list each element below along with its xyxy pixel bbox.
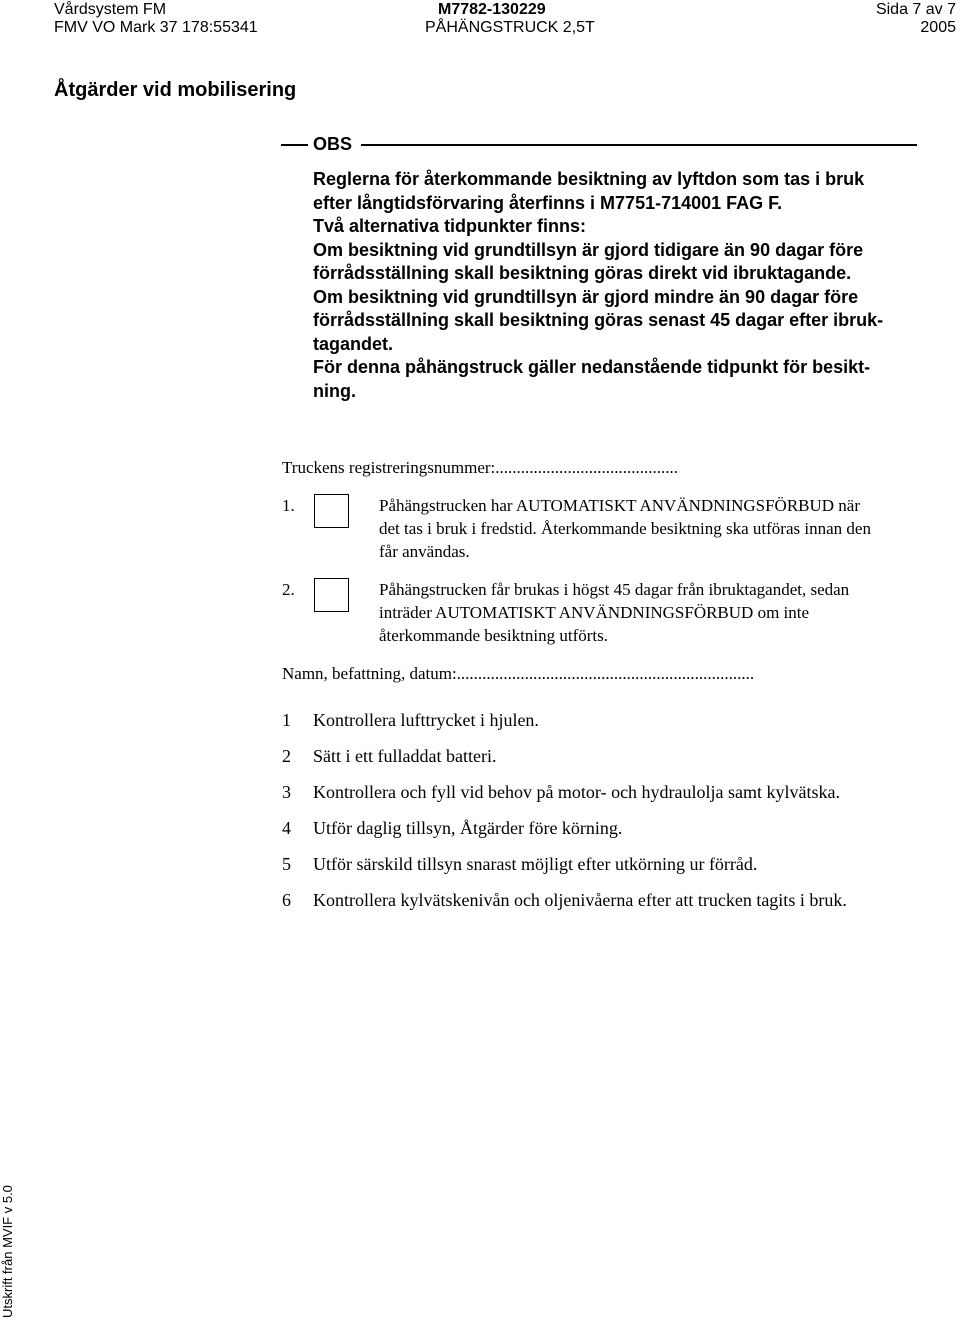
option-2-text [379, 578, 849, 647]
option-1-text [379, 494, 871, 563]
option-line: får användas. [379, 542, 470, 561]
step-text: Utför daglig tillsyn, Åtgärder före körning. [313, 818, 623, 838]
obs-line: tagandet. [313, 333, 394, 354]
obs-line: Om besiktning vid grundtillsyn är gjord tidigare än 90 dagar före [313, 239, 864, 260]
option-number: 1. [282, 496, 295, 515]
header-page-number: Sida 7 av 7 [875, 1, 956, 18]
option-line: inträder AUTOMATISKT ANVÄNDNINGSFÖRBUD om inte [379, 603, 810, 622]
option-line: återkommande besiktning utförts. [379, 626, 608, 645]
option-1-checkbox[interactable] [314, 494, 349, 528]
obs-rule-left [281, 144, 308, 146]
step-text: Kontrollera kylvätskenivån och oljenivåerna efter att trucken tagits i bruk. [313, 890, 847, 910]
header-equipment-name: PÅHÄNGSTRUCK 2,5T [425, 19, 595, 36]
option-number: 2. [282, 580, 295, 599]
obs-line: ning. [313, 380, 356, 401]
option-line: det tas i bruk i fredstid. Återkommande besiktning ska utföras innan den [379, 519, 871, 538]
step-number: 2 [282, 746, 291, 766]
registration-number-field[interactable]: Truckens registreringsnummer:........................................... [282, 458, 679, 477]
header-document-number: M7782-130229 [438, 1, 546, 18]
header-year: 2005 [920, 19, 956, 36]
header-document-ref: FMV VO Mark 37 178:55341 [54, 19, 258, 36]
option-line: Påhängstrucken har AUTOMATISKT ANVÄNDNINGSFÖRBUD när [379, 496, 861, 515]
obs-line: Reglerna för återkommande besiktning av lyftdon som tas i bruk [313, 169, 865, 189]
step-text: Kontrollera och fyll vid behov på motor- och hydraulolja samt kylvätska. [313, 782, 841, 802]
obs-line: efter långtidsförvaring återfinns i M7751-714001 FAG F. [313, 192, 783, 213]
step-number: 4 [282, 818, 291, 838]
step-number: 6 [282, 890, 291, 910]
step-text: Sätt i ett fulladdat batteri. [313, 746, 497, 766]
obs-label: OBS [313, 134, 353, 154]
name-position-date-field[interactable]: Namn, befattning, datum:...................................................................... [282, 664, 755, 683]
header-system-name: Vårdsystem FM [54, 1, 167, 18]
step-text: Kontrollera lufttrycket i hjulen. [313, 710, 539, 730]
obs-line: Två alternativa tidpunkter finns: [313, 216, 587, 236]
option-line: Påhängstrucken får brukas i högst 45 dagar från ibruktagandet, sedan [379, 580, 850, 599]
obs-line: Om besiktning vid grundtillsyn är gjord mindre än 90 dagar före [313, 286, 859, 307]
obs-rule-right [361, 144, 917, 146]
step-number: 3 [282, 782, 291, 802]
section-title: Åtgärder vid mobilisering [54, 79, 297, 101]
obs-line: förrådsställning skall besiktning göras senast 45 dagar efter ibruk- [313, 310, 884, 330]
print-footer-vertical: Utskrift från MVIF v 5.0 [0, 1185, 15, 1318]
step-number: 5 [282, 854, 291, 874]
obs-line: förrådsställning skall besiktning göras direkt vid ibruktagande. [313, 263, 852, 283]
step-number: 1 [282, 710, 291, 730]
option-2-checkbox[interactable] [314, 578, 349, 612]
obs-line: För denna påhängstruck gäller nedanstående tidpunkt för besikt- [313, 357, 871, 377]
obs-body [313, 168, 933, 403]
step-text: Utför särskild tillsyn snarast möjligt efter utkörning ur förråd. [313, 854, 758, 874]
